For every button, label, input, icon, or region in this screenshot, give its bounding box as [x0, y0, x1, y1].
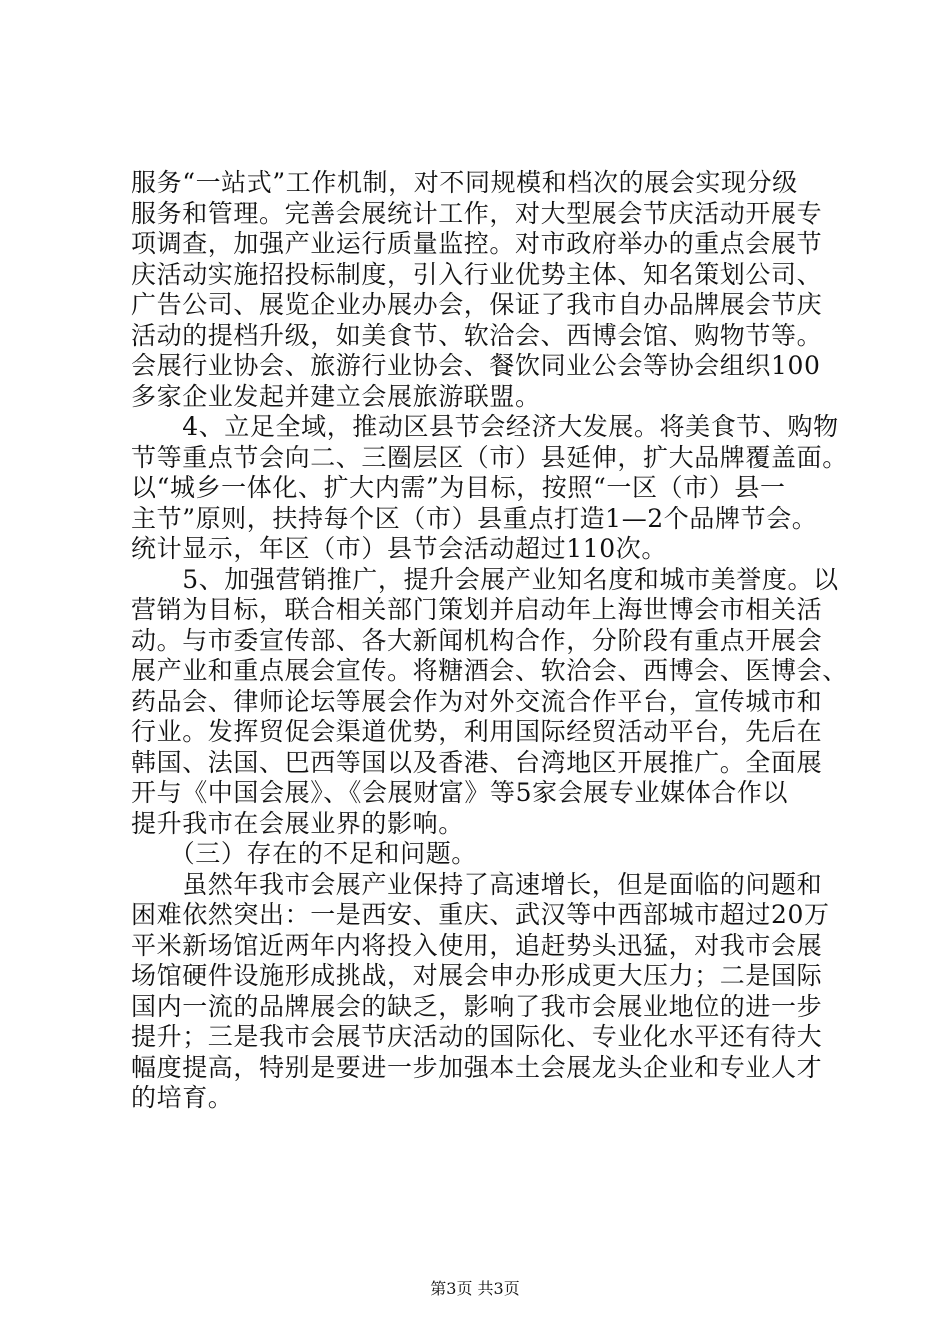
text-line: 会展行业协会、旅游行业协会、餐饮同业公会等协会组织100: [131, 351, 821, 380]
text-line: 国内一流的品牌展会的缺乏，影响了我市会展业地位的进一步: [131, 991, 823, 1021]
text-line: 场馆硬件设施形成挑战，对展会申办形成更大压力；二是国际: [131, 961, 823, 990]
text-line: 提升我市在会展业界的影响。: [131, 808, 464, 838]
text-line: 行业。发挥贸促会渠道优势，利用国际经贸活动平台，先后在: [131, 717, 823, 746]
text-line: 动。与市委宣传部、各大新闻机构合作，分阶段有重点开展会: [131, 625, 823, 655]
text-line: 困难依然突出：一是西安、重庆、武汉等中西部城市超过20万: [131, 900, 830, 929]
text-line: 庆活动实施招投标制度，引入行业优势主体、知名策划公司、: [131, 259, 823, 289]
text-line: 药品会、律师论坛等展会作为对外交流合作平台，宣传城市和: [131, 686, 823, 716]
text-line: 以“城乡一体化、扩大内需”为目标，按照“一区（市）县一: [131, 473, 786, 502]
text-line: 服务“一站式”工作机制，对不同规模和档次的展会实现分级: [131, 168, 798, 197]
text-line: 活动的提档升级，如美食节、软洽会、西博会馆、购物节等。: [131, 320, 823, 350]
text-line: 展产业和重点展会宣传。将糖酒会、软洽会、西博会、医博会、: [131, 656, 848, 685]
text-line: 统计显示，年区（市）县节会活动超过110次。: [131, 534, 667, 563]
text-line: 节等重点节会向二、三圈层区（市）县延伸，扩大品牌覆盖面。: [131, 442, 848, 472]
text-line: 韩国、法国、巴西等国以及香港、台湾地区开展推广。全面展: [131, 747, 823, 777]
section-heading: （三）存在的不足和问题。: [131, 839, 477, 868]
text-line: 4、立足全域，推动区县节会经济大发展。将美食节、购物: [131, 412, 839, 441]
text-line: 服务和管理。完善会展统计工作，对大型展会节庆活动开展专: [131, 198, 823, 228]
text-line: 项调查，加强产业运行质量监控。对市政府举办的重点会展节: [131, 229, 823, 258]
page-number-label: 第3页 共3页: [430, 1279, 520, 1298]
text-line: 多家企业发起并建立会展旅游联盟。: [131, 381, 541, 411]
document-body: [131, 168, 848, 1114]
text-line: 幅度提高，特别是要进一步加强本土会展龙头企业和专业人才: [131, 1052, 823, 1082]
text-line: 5、加强营销推广，提升会展产业知名度和城市美誉度。以: [131, 564, 839, 594]
page-footer: [0, 1279, 950, 1299]
text-line: 的培育。: [131, 1083, 234, 1112]
text-line: 主节”原则，扶持每个区（市）县重点打造1—2个品牌节会。: [131, 503, 818, 533]
text-line: 提升；三是我市会展节庆活动的国际化、专业化水平还有待大: [131, 1022, 823, 1051]
text-line: 虽然年我市会展产业保持了高速增长，但是面临的问题和: [131, 869, 823, 899]
text-line: 营销为目标，联合相关部门策划并启动年上海世博会市相关活: [131, 595, 823, 624]
text-line: 开与《中国会展》、《会展财富》等5家会展专业媒体合作以: [131, 778, 789, 807]
text-line: 平米新场馆近两年内将投入使用，追赶势头迅猛，对我市会展: [131, 930, 823, 960]
text-line: 广告公司、展览企业办展办会，保证了我市自办品牌展会节庆: [131, 290, 823, 319]
